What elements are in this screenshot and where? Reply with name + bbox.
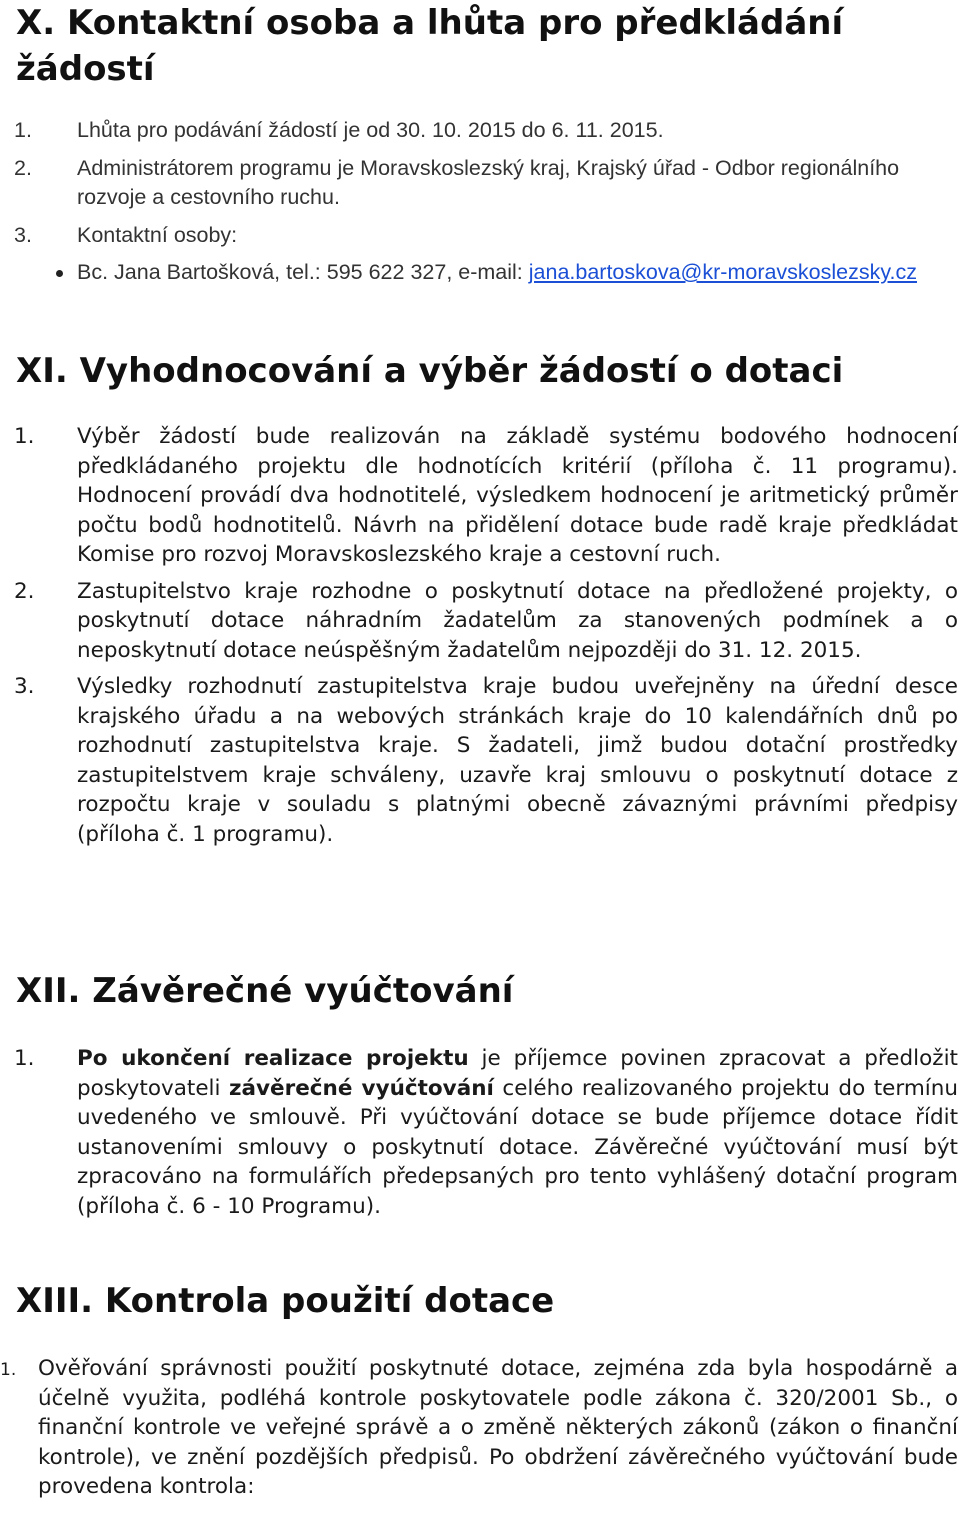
item-number: 1. bbox=[14, 1046, 35, 1071]
list-item bbox=[0, 221, 958, 251]
item-number: 2. bbox=[14, 578, 35, 604]
item-text: Kontaktní osoby: bbox=[77, 222, 238, 247]
item-number: 2. bbox=[14, 155, 32, 180]
list-item bbox=[0, 116, 958, 146]
section-10-list bbox=[0, 116, 958, 288]
item-text: Lhůta pro podávání žádostí je od 30. 10. 2015 do 6. 11. 2015. bbox=[77, 118, 664, 142]
contact-list bbox=[0, 258, 958, 288]
contact-text: Bc. Jana Bartošková, tel.: 595 622 327, e-mail: bbox=[77, 260, 529, 284]
item-number: 1. bbox=[14, 118, 32, 142]
bold-phrase: závěrečné vyúčtování bbox=[228, 1075, 494, 1101]
section-13-list bbox=[0, 1354, 958, 1502]
item-text: Administrátorem programu je Moravskoslezský kraj, Krajský úřad - Odbor regionálního rozvoje a cestovního ruchu. bbox=[77, 155, 900, 209]
item-number: 3. bbox=[14, 222, 32, 247]
list-item bbox=[0, 422, 958, 570]
item-text: Zastupitelstvo kraje rozhodne o poskytnutí dotace na předložené projekty, o poskytnutí dotace náhradním žadatelům za stanovených podmínek a o neposkytnutí dotace neúspěšným žadatelům nejpozději do 31. 12. 2015. bbox=[77, 578, 958, 663]
item-text: Výsledky rozhodnutí zastupitelstva kraje budou uveřejněny na úřední desce krajského úřadu a na webových stránkách kraje do 10 kalendářních dnů po rozhodnutí zastupitelstva kraje. S žadateli, jimž budou dotační prostředky zastupitelstvem kraje schváleny, uzavře kraj smlouvu o poskytnutí dotace z rozpočtu kraje v souladu s platnými obecně závaznými právními předpisy (příloha č. 1 programu). bbox=[77, 674, 958, 847]
item-number: 1. bbox=[0, 1360, 17, 1380]
contact-list-wrapper bbox=[0, 258, 958, 288]
contact-item bbox=[0, 258, 958, 288]
email-link[interactable]: jana.bartoskova@kr-moravskoslezsky.cz bbox=[528, 260, 918, 284]
item-text: Výběr žádostí bude realizován na základě systému bodového hodnocení předkládaného projektu dle hodnotících kritérií (příloha č. 11 programu). Hodnocení provádí dva hodnotitelé, výsledkem hodnocení je aritmetický průměr počtu bodů hodnotitelů. Návrh na přidělení dotace bude radě kraje předkládat Komise pro rozvoj Moravskoslezského kraje a cestovní ruch. bbox=[77, 424, 958, 567]
item-text: je příjemce povinen zpracovat a předložit poskytovateli bbox=[77, 1046, 958, 1101]
section-12-heading: XII. Závěrečné vyúčtování bbox=[16, 971, 514, 1011]
item-number: 3. bbox=[14, 674, 35, 699]
list-item bbox=[0, 154, 958, 213]
bold-phrase: Po ukončení realizace projektu bbox=[77, 1046, 469, 1071]
list-item bbox=[0, 577, 958, 666]
list-item bbox=[0, 672, 958, 849]
list-item bbox=[0, 1354, 958, 1502]
section-11-list bbox=[0, 422, 958, 856]
section-12-list bbox=[0, 1044, 958, 1228]
item-text: celého realizovaného projektu do termínu uvedeného ve smlouvě. Při vyúčtování dotace se bude příjemce dotace řídit ustanoveními smlouvy o poskytnutí dotace. Závěrečné vyúčtování musí být zpracováno na formulářích předepsaných pro tento vyhlášený dotační program (příloha č. 6 - 10 Programu). bbox=[77, 1075, 958, 1219]
item-number: 1. bbox=[14, 424, 35, 449]
bullet-icon bbox=[56, 270, 63, 277]
section-11-heading: XI. Vyhodnocování a výběr žádostí o dotaci bbox=[16, 351, 844, 391]
section-10-heading: X. Kontaktní osoba a lhůta pro předkládání žádostí bbox=[16, 3, 844, 89]
list-item bbox=[0, 1044, 958, 1221]
section-13-heading: XIII. Kontrola použití dotace bbox=[16, 1281, 555, 1321]
item-text: Ověřování správnosti použití poskytnuté dotace, zejména zda byla hospodárně a účelně využita, podléhá kontrole poskytovatele podle zákona č. 320/2001 Sb., o finanční kontrole ve veřejné správě a o změně některých zákonů (zákon o finanční kontrole), ve znění pozdějších předpisů. Po obdržení závěrečného vyúčtování bude provedena kontrola: bbox=[38, 1356, 958, 1499]
